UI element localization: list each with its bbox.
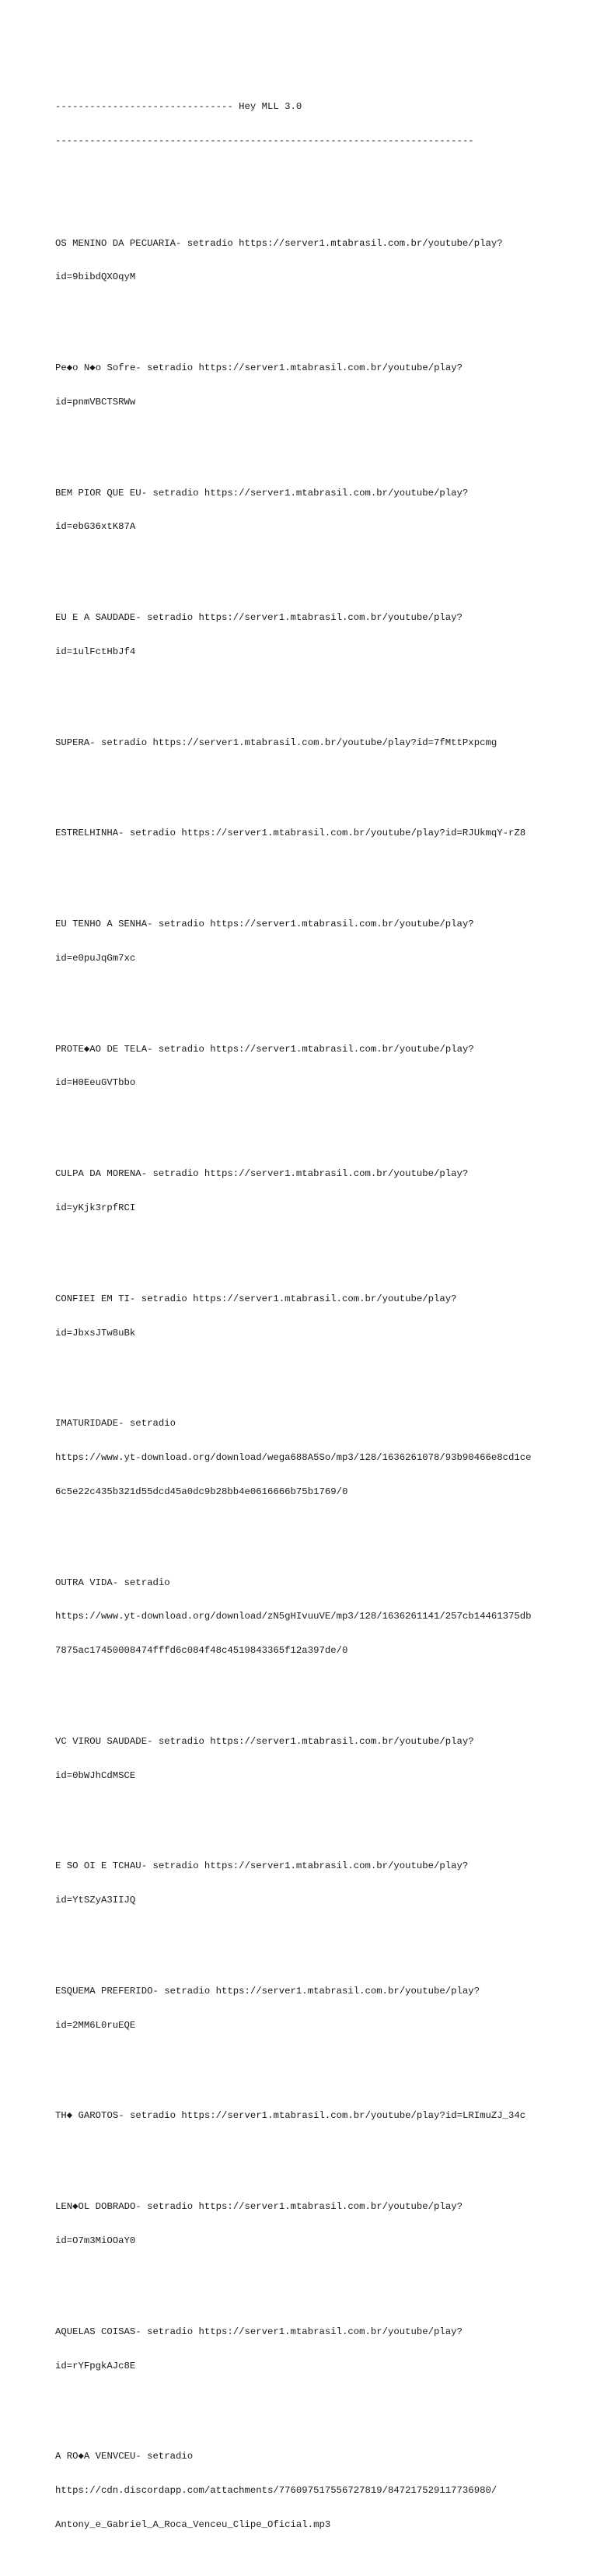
list-item xyxy=(55,464,553,555)
list-item xyxy=(55,2304,553,2395)
entry-line-1: ESQUEMA PREFERIDO- setradio https://server1.mtabrasil.com.br/youtube/play? xyxy=(55,1985,480,1997)
list-item xyxy=(55,1713,553,1804)
entry-line-2: id=ebG36xtK87A xyxy=(55,521,136,533)
list-item xyxy=(55,1395,553,1521)
entry-line-1: Pe◆o N◆o Sofre- setradio https://server1.mtabrasil.com.br/youtube/play? xyxy=(55,362,463,374)
entry-line-1: CULPA DA MORENA- setradio https://server1.mtabrasil.com.br/youtube/play? xyxy=(55,1168,469,1180)
entry-line-1: IMATURIDADE- setradio xyxy=(55,1418,176,1430)
entry-line-2: https://www.yt-download.org/download/wega688A5So/mp3/128/1636261078/93b90466e8cd1ce xyxy=(55,1452,532,1464)
list-item xyxy=(55,590,553,681)
list-item xyxy=(55,2428,553,2553)
entry-line-2: id=9bibdQXOqyM xyxy=(55,271,136,283)
entry-line-2: id=0bWJhCdMSCE xyxy=(55,1769,136,1781)
list-item xyxy=(55,215,553,306)
entry-line-2: https://cdn.discordapp.com/attachments/776097517556727819/847217529117736980/ xyxy=(55,2485,498,2497)
entry-line-2: id=yKjk3rpfRCI xyxy=(55,1202,136,1213)
entry-line-1: E SO OI E TCHAU- setradio https://server1.mtabrasil.com.br/youtube/play? xyxy=(55,1860,469,1872)
list-item xyxy=(55,1554,553,1679)
list-item xyxy=(55,805,553,862)
entry-line-2: id=2MM6L0ruEQE xyxy=(55,2019,136,2031)
entry-line-2: id=YtSZyA3IIJQ xyxy=(55,1895,136,1906)
entry-line-1: PROTE◆AO DE TELA- setradio https://server1.mtabrasil.com.br/youtube/play? xyxy=(55,1043,474,1055)
entry-line-1: OS MENINO DA PECUARIA- setradio https://server1.mtabrasil.com.br/youtube/play? xyxy=(55,237,503,249)
entry-line-1: ESTRELHINHA- setradio https://server1.mtabrasil.com.br/youtube/play?id=RJUkmqY-rZ8 xyxy=(55,828,526,839)
entry-line-3: Antony_e_Gabriel_A_Roca_Venceu_Clipe_Oficial.mp3 xyxy=(55,2518,331,2530)
list-item xyxy=(55,1838,553,1929)
entry-line-1: AQUELAS COISAS- setradio https://server1.mtabrasil.com.br/youtube/play? xyxy=(55,2326,463,2337)
entry-line-3: 7875ac17450008474fffd6c084f48c4519843365f12a397de/0 xyxy=(55,1645,348,1657)
list-item xyxy=(55,1271,553,1362)
entry-line-2: id=e0puJqGm7xc xyxy=(55,952,136,964)
entry-line-2: https://www.yt-download.org/download/zN5gHIvuuVE/mp3/128/1636261141/257cb14461375db xyxy=(55,1611,532,1622)
entry-line-3: 6c5e22c435b321d55dcd45a0dc9b28bb4e0616666b75b1769/0 xyxy=(55,1486,348,1497)
document-text xyxy=(55,56,553,2576)
entry-line-2: id=rYFpgkAJc8E xyxy=(55,2360,136,2371)
list-item xyxy=(55,1146,553,1237)
entry-line-1: VC VIROU SAUDADE- setradio https://server1.mtabrasil.com.br/youtube/play? xyxy=(55,1735,474,1747)
list-item xyxy=(55,2088,553,2144)
entry-line-2: id=pnmVBCTSRWw xyxy=(55,396,136,408)
entry-line-2: id=H0EeuGVTbbo xyxy=(55,1077,136,1089)
entry-line-1: A RO◆A VENVCEU- setradio xyxy=(55,2451,194,2462)
list-item xyxy=(55,714,553,771)
entry-line-1: EU TENHO A SENHA- setradio https://server1.mtabrasil.com.br/youtube/play? xyxy=(55,919,474,930)
entry-line-2: id=1ulFctHbJf4 xyxy=(55,646,136,657)
entry-line-2: id=JbxsJTw8uBk xyxy=(55,1327,136,1339)
entry-line-2: id=O7m3MiOOaY0 xyxy=(55,2235,136,2246)
list-item xyxy=(55,1020,553,1111)
list-item xyxy=(55,896,553,987)
list-item xyxy=(55,2179,553,2270)
entry-line-1: OUTRA VIDA- setradio xyxy=(55,1577,170,1588)
entry-line-1: EU E A SAUDADE- setradio https://server1.mtabrasil.com.br/youtube/play? xyxy=(55,612,463,624)
entry-line-1: TH◆ GAROTOS- setradio https://server1.mtabrasil.com.br/youtube/play?id=LRImuZJ_34c xyxy=(55,2110,526,2122)
entry-line-1: SUPERA- setradio https://server1.mtabrasil.com.br/youtube/play?id=7fMttPxpcmg xyxy=(55,737,498,748)
list-item xyxy=(55,1963,553,2054)
list-item xyxy=(55,340,553,431)
entry-line-1: LEN◆OL DOBRADO- setradio https://server1.mtabrasil.com.br/youtube/play? xyxy=(55,2201,463,2213)
header-title: ------------------------------- Hey MLL 3.0 xyxy=(55,101,302,113)
document-header xyxy=(55,79,553,170)
entry-line-1: BEM PIOR QUE EU- setradio https://server1.mtabrasil.com.br/youtube/play? xyxy=(55,487,469,499)
header-rule: ------------------------------------------------------------------------- xyxy=(55,135,474,147)
entry-line-1: CONFIEI EM TI- setradio https://server1.mtabrasil.com.br/youtube/play? xyxy=(55,1293,457,1304)
